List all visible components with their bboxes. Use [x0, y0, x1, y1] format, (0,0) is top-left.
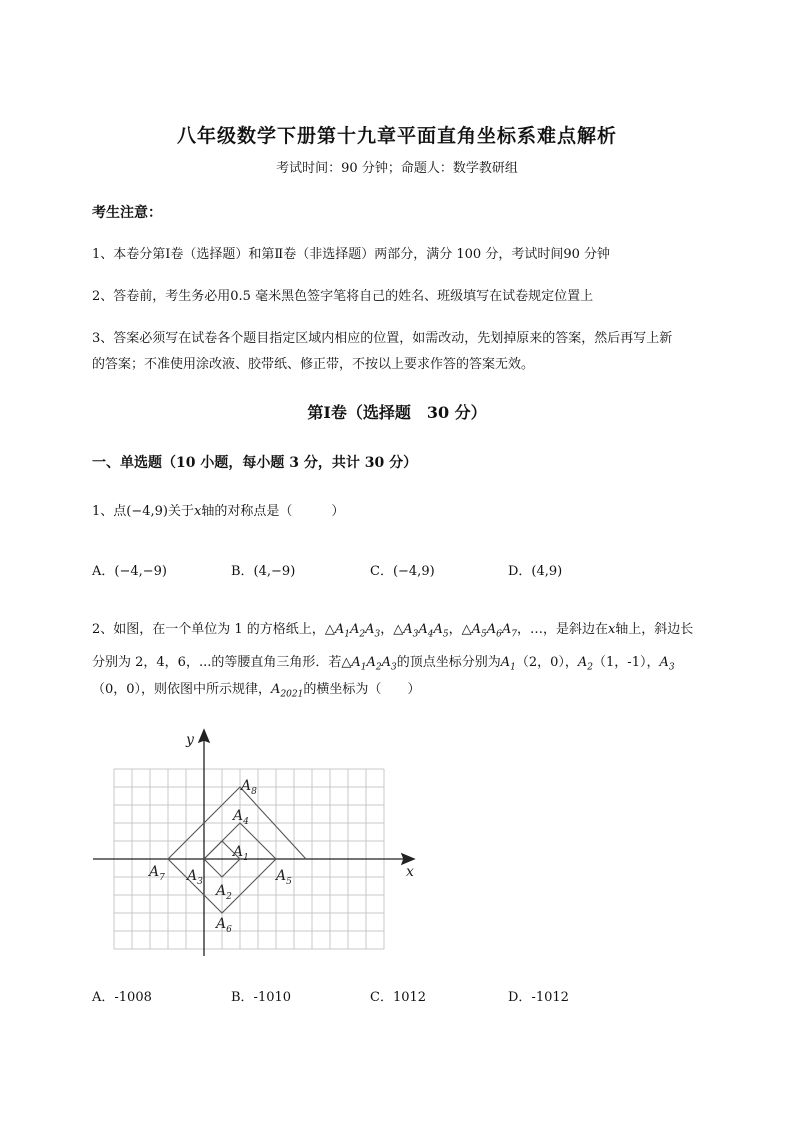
q2-sub: 3	[374, 629, 381, 640]
q2-sub: 5	[442, 629, 449, 640]
coordinate-grid-figure	[88, 728, 428, 958]
label-a3: $A_3$	[187, 868, 203, 887]
q2-sub: 6	[496, 629, 502, 640]
q2-text: 轴上，斜边长	[615, 622, 694, 637]
q2-sub: 2021	[280, 689, 304, 700]
x-axis-arrow	[402, 854, 414, 864]
label-a1: $A_1$	[233, 844, 249, 863]
q1-option-d[interactable]: D．(4,9)	[508, 564, 563, 579]
q1-option-c[interactable]: C．(−4,9)	[370, 564, 435, 579]
q2-sub: 1	[360, 662, 367, 673]
exam-info: 考试时间：90 分钟；命题人：数学教研组	[276, 161, 518, 176]
notes-heading: 考生注意：	[92, 205, 162, 221]
label-a5: $A_5$	[276, 868, 292, 887]
q2-var: A	[471, 622, 481, 637]
q2-option-b[interactable]: B．-1010	[231, 990, 292, 1005]
q2-sub: 7	[511, 629, 517, 640]
q2-sub: 2	[359, 629, 366, 640]
label-a8: $A_8$	[241, 778, 257, 797]
q2-sub: 2	[375, 662, 382, 673]
q2-coord: （1，-1），	[593, 655, 660, 670]
y-axis-label: y	[186, 732, 194, 748]
question-2-line2	[92, 651, 675, 673]
q2-sub: 1	[510, 662, 516, 673]
q2-option-c[interactable]: C．1012	[370, 990, 427, 1005]
note-3-line2: 的答案；不准使用涂改液、胶带纸、修正带，不按以上要求作答的答案无效。	[92, 357, 535, 372]
label-a7: $A_7$	[149, 864, 165, 883]
q2-var: A	[349, 622, 360, 637]
q2-var: A	[403, 622, 413, 637]
q2-sub: 4	[427, 629, 434, 640]
question-1-stem	[92, 500, 344, 519]
q2-var: A	[366, 655, 376, 670]
q2-var: A	[433, 622, 443, 637]
label-a2: $A_2$	[216, 883, 232, 902]
q2-coord: （2，0），	[515, 655, 578, 670]
note-1: 1、本卷分第Ⅰ卷（选择题）和第Ⅱ卷（非选择题）两部分，满分 100 分，考试时间90 分钟	[92, 247, 610, 262]
q2-option-a[interactable]: A．-1008	[92, 990, 152, 1005]
q2-var: A	[381, 655, 391, 670]
q2-sub: 3	[412, 629, 419, 640]
q1-stem-part: 1、点(−4,9)关于	[92, 504, 194, 519]
q2-var: A	[501, 622, 512, 637]
y-axis-arrow	[199, 730, 209, 742]
q1-option-a[interactable]: A．(−4,−9)	[92, 564, 167, 579]
q2-var: A	[577, 655, 588, 670]
q2-text: 的顶点坐标分别为	[396, 655, 501, 670]
note-3-line1: 3、答案必须写在试卷各个题目指定区域内相应的位置，如需改动，先划掉原来的答案，然后再写上新	[92, 331, 673, 346]
q1-variable: x	[193, 504, 202, 519]
section-title: 第Ⅰ卷（选择题 30 分）	[307, 403, 487, 422]
q1-stem-part: 轴的对称点是（ ）	[201, 504, 345, 519]
q2-var: A	[500, 655, 511, 670]
part-heading: 一、单选题（10 小题，每小题 3 分，共计 30 分）	[92, 455, 418, 471]
q2-var: A	[659, 655, 669, 670]
label-a4: $A_4$	[233, 808, 249, 827]
x-axis-label: x	[406, 864, 414, 880]
note-2: 2、答卷前，考生务必用0.5 毫米黑色签字笔将自己的姓名、班级填写在试卷规定位置上	[92, 289, 594, 304]
q2-sub: 2	[587, 662, 594, 673]
q2-text: 2、如图，在一个单位为 1 的方格纸上，	[92, 622, 325, 637]
q2-sub: 3	[668, 662, 675, 673]
q2-option-d[interactable]: D．-1012	[508, 990, 569, 1005]
q2-text: （0，0），则依图中所示规律，	[92, 682, 272, 697]
q2-var: A	[365, 622, 375, 637]
question-2-line3	[92, 678, 420, 700]
q2-sub: 1	[344, 629, 350, 640]
q1-option-b[interactable]: B．(4,−9)	[231, 564, 296, 579]
q2-text: 的横坐标为（ ）	[303, 682, 421, 697]
q2-sub: 5	[480, 629, 487, 640]
q2-var: A	[351, 655, 361, 670]
page-title: 八年级数学下册第十九章平面直角坐标系难点解析	[176, 125, 617, 147]
question-2-line1: 2、如图，在一个单位为 1 的方格纸上，$\triangle A_1A_2A_3$，$\triangle A_3A_4A_5$，$\triangle A_5A_6A_7$，…，是斜边在x轴上，斜边长	[92, 622, 694, 640]
q2-var: A	[271, 682, 281, 697]
q2-var: A	[418, 622, 428, 637]
label-a6: $A_6$	[216, 916, 232, 935]
q2-var: A	[334, 622, 345, 637]
q2-var: A	[486, 622, 497, 637]
q2-variable: x	[607, 622, 616, 637]
q2-sub: 3	[390, 662, 397, 673]
q2-text: 分别为 2，4，6，...的等腰直角三角形．若△	[92, 655, 352, 670]
q2-text: ，…，是斜边在	[516, 622, 608, 637]
